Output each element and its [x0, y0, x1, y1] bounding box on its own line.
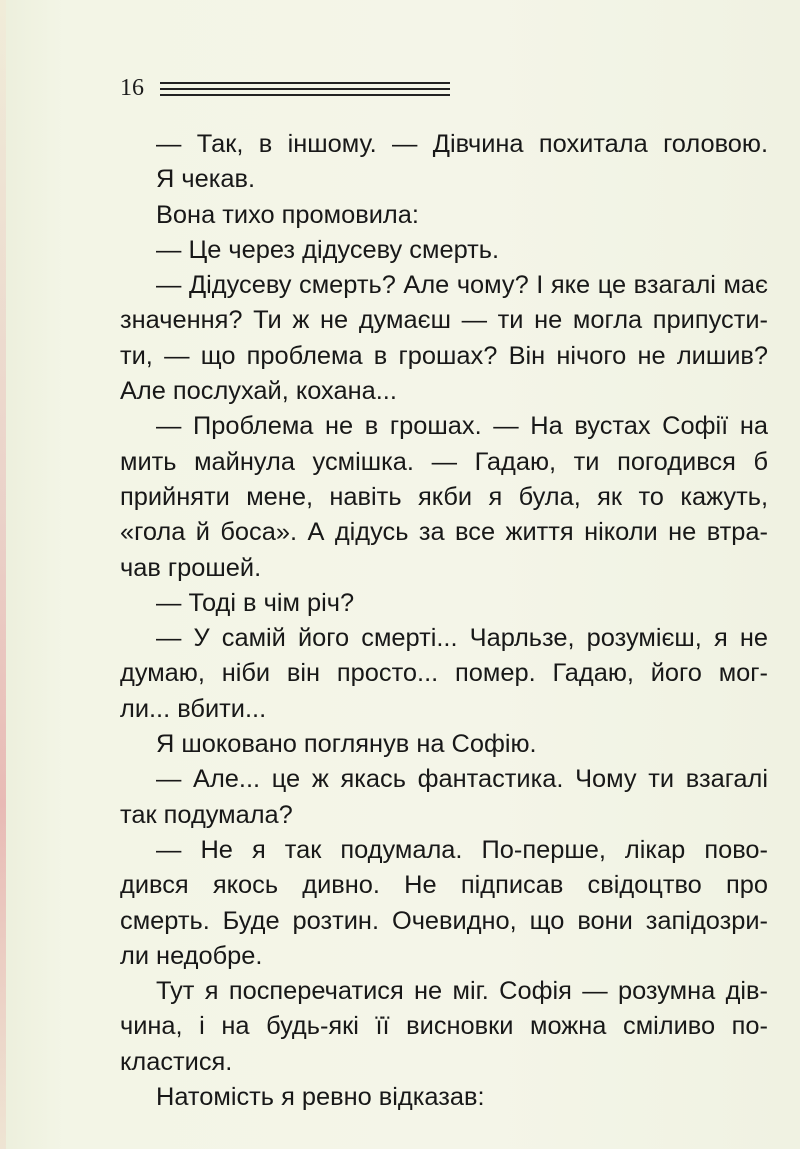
- text-line: — Проблема не в грошах. — На вустах Софії на: [156, 412, 768, 441]
- text-line: дився якось дивно. Не підписав свідоцтво про: [120, 871, 768, 900]
- header-rule: [160, 88, 450, 90]
- text-line: ли недобре.: [120, 941, 263, 970]
- text-line: чав грошей.: [120, 553, 262, 582]
- text-line: ти, — що проблема в грошах? Він нічого не лишив?: [120, 341, 768, 370]
- text-line: смерть. Буде розтин. Очевидно, що вони запідозри-: [120, 906, 768, 935]
- text-line: значення? Ти ж не думаєш — ти не могла припусти-: [120, 306, 768, 335]
- text-line: — Тоді в чім річ?: [156, 588, 355, 617]
- body-text: [120, 127, 768, 1115]
- text-line: Але послухай, кохана...: [120, 377, 397, 406]
- text-line: прийняти мене, навіть якби я була, як то кажуть,: [120, 482, 768, 511]
- text-line: ли... вбити...: [120, 694, 267, 723]
- text-line: «гола й боса». А дідусь за все життя ніколи не втра-: [120, 518, 768, 547]
- text-line: чина, і на будь-які її висновки можна сміливо по-: [120, 1012, 768, 1041]
- text-line: — Це через дідусеву смерть.: [156, 235, 500, 264]
- text-line: Тут я посперечатися не міг. Софія — розумна дів-: [156, 977, 768, 1006]
- header-rule: [160, 82, 450, 84]
- text-line: Я чекав.: [156, 165, 256, 194]
- text-line: мить майнула усмішка. — Гадаю, ти погодився б: [120, 447, 768, 476]
- page-header: [120, 68, 460, 108]
- text-line: — Але... це ж якась фантастика. Чому ти взагалі: [156, 765, 768, 794]
- text-line: так подумала?: [120, 800, 293, 829]
- text-line: — У самій його смерті... Чарльзе, розумієш, я не: [156, 624, 768, 653]
- text-line: — Дідусеву смерть? Але чому? І яке це взагалі має: [156, 271, 768, 300]
- page-edge-shadow: [0, 0, 6, 1149]
- text-line: — Так, в іншому. — Дівчина похитала головою.: [156, 130, 768, 158]
- text-line: Вона тихо промовила:: [156, 200, 419, 229]
- text-line: Я шоковано поглянув на Софію.: [156, 730, 537, 759]
- text-line: думаю, ніби він просто... помер. Гадаю, його мог-: [120, 659, 768, 688]
- header-rule: [160, 94, 450, 96]
- text-line: — Не я так подумала. По-перше, лікар пово-: [156, 835, 768, 864]
- text-line: кластися.: [120, 1047, 233, 1076]
- text-line: Натомість я ревно відказав:: [156, 1083, 485, 1112]
- page-number: 16: [120, 75, 144, 101]
